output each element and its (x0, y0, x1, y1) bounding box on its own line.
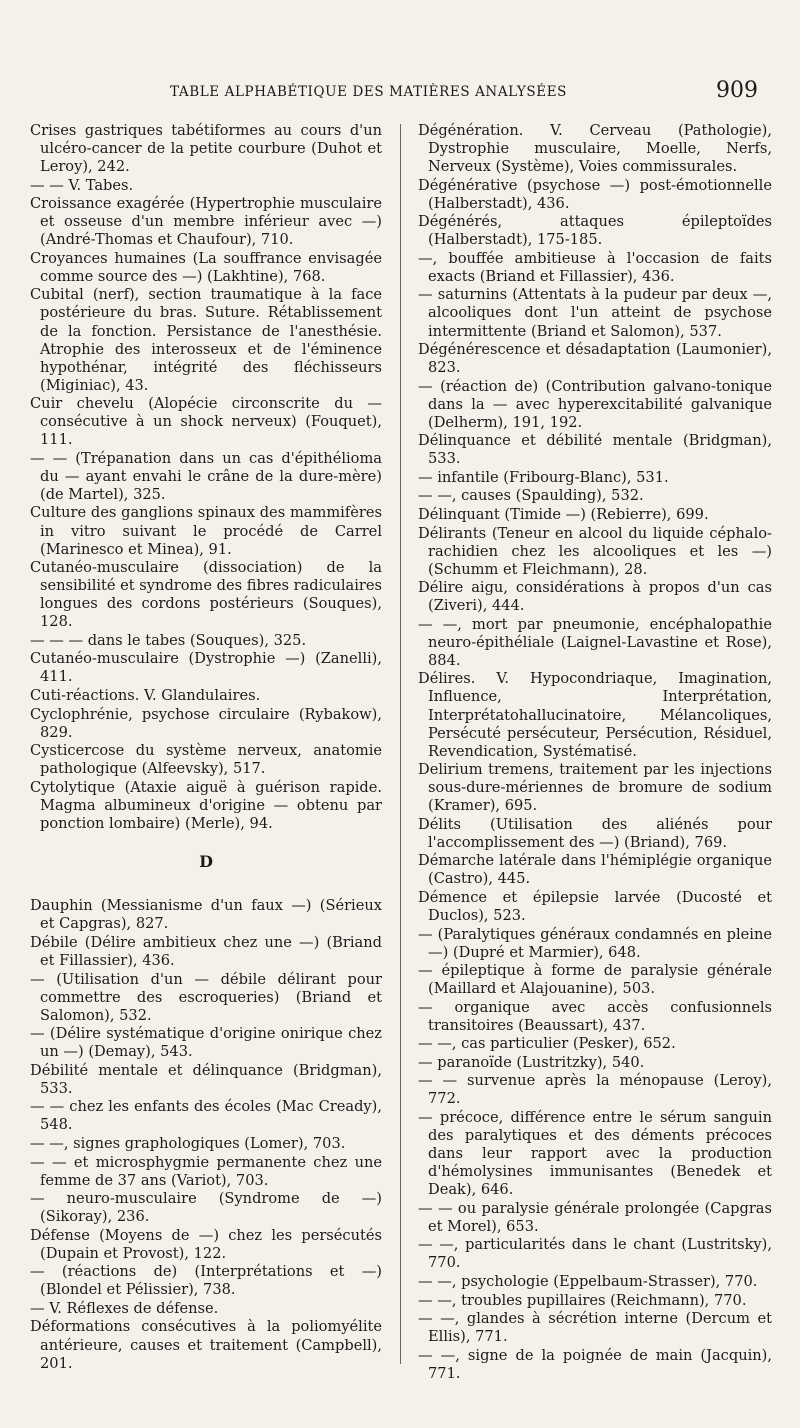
index-entry: Cyclophrénie, psychose circulaire (Rybakow), 829. (30, 705, 382, 741)
index-entry: Dégénération. V. Cerveau (Pathologie), Dystrophie musculaire, Moelle, Nerfs, Nerveux (Système), Voies commissurales. (418, 122, 772, 176)
index-entry: Dégénérescence et désadaptation (Laumonier), 823. (418, 341, 772, 377)
index-entry: — —, mort par pneumonie, encéphalopathie neuro-épithéliale (Laignel-Lavastine et Rose), 884. (418, 615, 772, 669)
index-entry: Cutanéo-musculaire (dissociation) de la sensibilité et syndrome des fibres radiculaires longues des cordons postérieurs (Souques), 128. (30, 559, 382, 631)
running-title: TABLE ALPHABÉTIQUE DES MATIÈRES ANALYSÉES (170, 84, 568, 100)
index-entry: Délire aigu, considérations à propos d'un cas (Ziveri), 444. (418, 579, 772, 615)
index-entry: — précoce, différence entre le sérum sanguin des paralytiques et des déments précoces dans leur rapport avec la production d'hémolysines immunisantes (Benedek et Deak), 646. (418, 1109, 772, 1199)
index-entry: Démarche latérale dans l'hémiplégie organique (Castro), 445. (418, 852, 772, 888)
index-entry: Dégénérés, attaques épileptoïdes (Halberstadt), 175-185. (418, 213, 772, 249)
index-entry: Cubital (nerf), section traumatique à la face postérieure du bras. Suture. Rétablissement de la fonction. Persistance de l'anesthésie. Atrophie des interosseux et de l'éminence hypothénar, intégrité des fléchisseurs (Miginiac), 43. (30, 286, 382, 394)
index-entry: — — (Trépanation dans un cas d'épithélioma du — ayant envahi le crâne de la dure-mère) (de Martel), 325. (30, 449, 382, 503)
index-entry: Débile (Délire ambitieux chez une —) (Briand et Fillassier), 436. (30, 933, 382, 970)
section-letter: D (199, 852, 213, 872)
index-entry: — —, causes (Spaulding), 532. (418, 487, 644, 505)
index-entry: — épileptique à forme de paralysie générale (Maillard et Alajouanine), 503. (418, 962, 772, 998)
index-entry: Cytolytique (Ataxie aiguë à guérison rapide. Magma albumineux d'origine — obtenu par ponction lombaire) (Merle), 94. (30, 778, 382, 832)
index-entry: Cysticercose du système nerveux, anatomie pathologique (Alfeevsky), 517. (30, 742, 382, 778)
index-entry: — — — dans le tabes (Souques), 325. (30, 631, 307, 649)
right-column (418, 122, 772, 1383)
index-entry: — — et microsphygmie permanente chez une femme de 37 ans (Variot), 703. (30, 1153, 382, 1189)
index-entry: Défense (Moyens de —) chez les persécutés (Dupain et Provost), 122. (30, 1226, 382, 1262)
index-entry: — —, signe de la poignée de main (Jacquin), 771. (418, 1346, 772, 1382)
index-entry: — — ou paralysie générale prolongée (Capgras et Morel), 653. (418, 1199, 772, 1235)
index-entry: Déformations consécutives à la poliomyélite antérieure, causes et traitement (Campbell), 201. (30, 1318, 382, 1372)
index-entry: — — survenue après la ménopause (Leroy), 772. (418, 1072, 772, 1108)
index-entry: Dégénérative (psychose —) post-émotionnelle (Halberstadt), 436. (418, 176, 772, 212)
left-column (30, 122, 382, 1373)
index-entry: — infantile (Fribourg-Blanc), 531. (418, 468, 669, 486)
index-entry: — saturnins (Attentats à la pudeur par deux —, alcooliques dont l'un atteint de psychose intermittente (Briand et Salomon), 537. (418, 286, 772, 340)
index-entry: Délires. V. Hypocondriaque, Imagination, Influence, Interprétation, Interprétatohallucinatoire, Mélancoliques, Persécuté persécuteur, Persécution, Résiduel, Revendication, Systématisé. (418, 670, 772, 760)
index-entry: — —, particularités dans le chant (Lustritsky), 770. (418, 1236, 772, 1272)
index-entry: — V. Réflexes de défense. (30, 1299, 219, 1317)
index-entry: — —, glandes à sécrétion interne (Dercum et Ellis), 771. (418, 1310, 772, 1346)
index-entry: Délits (Utilisation des aliénés pour l'accomplissement des —) (Briand), 769. (418, 815, 772, 851)
index-entry: — (Paralytiques généraux condamnés en pleine —) (Dupré et Marmier), 648. (418, 925, 772, 961)
index-entry: Cutanéo-musculaire (Dystrophie —) (Zanelli), 411. (30, 650, 382, 686)
index-entry: Culture des ganglions spinaux des mammifères in vitro suivant le procédé de Carrel (Marinesco et Minea), 91. (30, 504, 382, 558)
index-entry: Délinquance et débilité mentale (Bridgman), 533. (418, 432, 772, 468)
index-entry: — organique avec accès confusionnels transitoires (Beaussart), 437. (418, 998, 772, 1034)
index-entry: Débilité mentale et délinquance (Bridgman), 533. (30, 1061, 382, 1097)
index-entry: — — V. Tabes. (30, 176, 134, 194)
index-entry: — —, troubles pupillaires (Reichmann), 770. (418, 1291, 747, 1309)
index-entry: — (Utilisation d'un — débile délirant pour commettre des escroqueries) (Briand et Salomon), 532. (30, 970, 382, 1024)
page-header (0, 0, 800, 120)
index-entry: — —, psychologie (Eppelbaum-Strasser), 770. (418, 1272, 758, 1290)
index-entry: Crises gastriques tabétiformes au cours d'un ulcéro-cancer de la petite courbure (Duhot et Leroy), 242. (30, 122, 382, 176)
index-entry: — (Délire systématique d'origine onirique chez un —) (Demay), 543. (30, 1025, 382, 1061)
index-entry: Délirants (Teneur en alcool du liquide céphalo-rachidien chez les alcooliques et les —) (Schumm et Fleichmann), 28. (418, 524, 772, 578)
index-entry: —, bouffée ambitieuse à l'occasion de faits exacts (Briand et Fillassier), 436. (418, 249, 772, 285)
index-entry: — — chez les enfants des écoles (Mac Cready), 548. (30, 1098, 382, 1134)
index-entry: — neuro-musculaire (Syndrome de —) (Sikoray), 236. (30, 1190, 382, 1226)
index-entry: — —, cas particulier (Pesker), 652. (418, 1035, 676, 1053)
index-entry: — paranoïde (Lustritzky), 540. (418, 1053, 645, 1071)
index-entry: Cuir chevelu (Alopécie circonscrite du — consécutive à un shock nerveux) (Fouquet), 111. (30, 395, 382, 449)
page-number: 909 (716, 78, 758, 103)
index-entry: Croyances humaines (La souffrance envisagée comme source des —) (Lakhtine), 768. (30, 249, 382, 285)
index-entry: Démence et épilepsie larvée (Ducosté et Duclos), 523. (418, 888, 772, 925)
section-spacer (30, 833, 382, 847)
index-entry: — (réactions de) (Interprétations et —) (Blondel et Pélissier), 738. (30, 1263, 382, 1299)
index-entry: Dauphin (Messianisme d'un faux —) (Sérieux et Capgras), 827. (30, 897, 382, 933)
index-entry: Délinquant (Timide —) (Rebierre), 699. (418, 505, 709, 523)
index-entry: — (réaction de) (Contribution galvano-tonique dans la — avec hyperexcitabilité galvanique (Delherm), 191, 192. (418, 377, 772, 431)
index-entry: Cuti-réactions. V. Glandulaires. (30, 686, 261, 704)
index-entry: Croissance exagérée (Hypertrophie musculaire et osseuse d'un membre inférieur avec —) (André-Thomas et Chaufour), 710. (30, 195, 382, 249)
index-entry: — —, signes graphologiques (Lomer), 703. (30, 1134, 346, 1152)
index-entry: Delirium tremens, traitement par les injections sous-dure-mériennes de bromure de sodium (Kramer), 695. (418, 761, 772, 815)
column-divider (400, 124, 401, 1364)
